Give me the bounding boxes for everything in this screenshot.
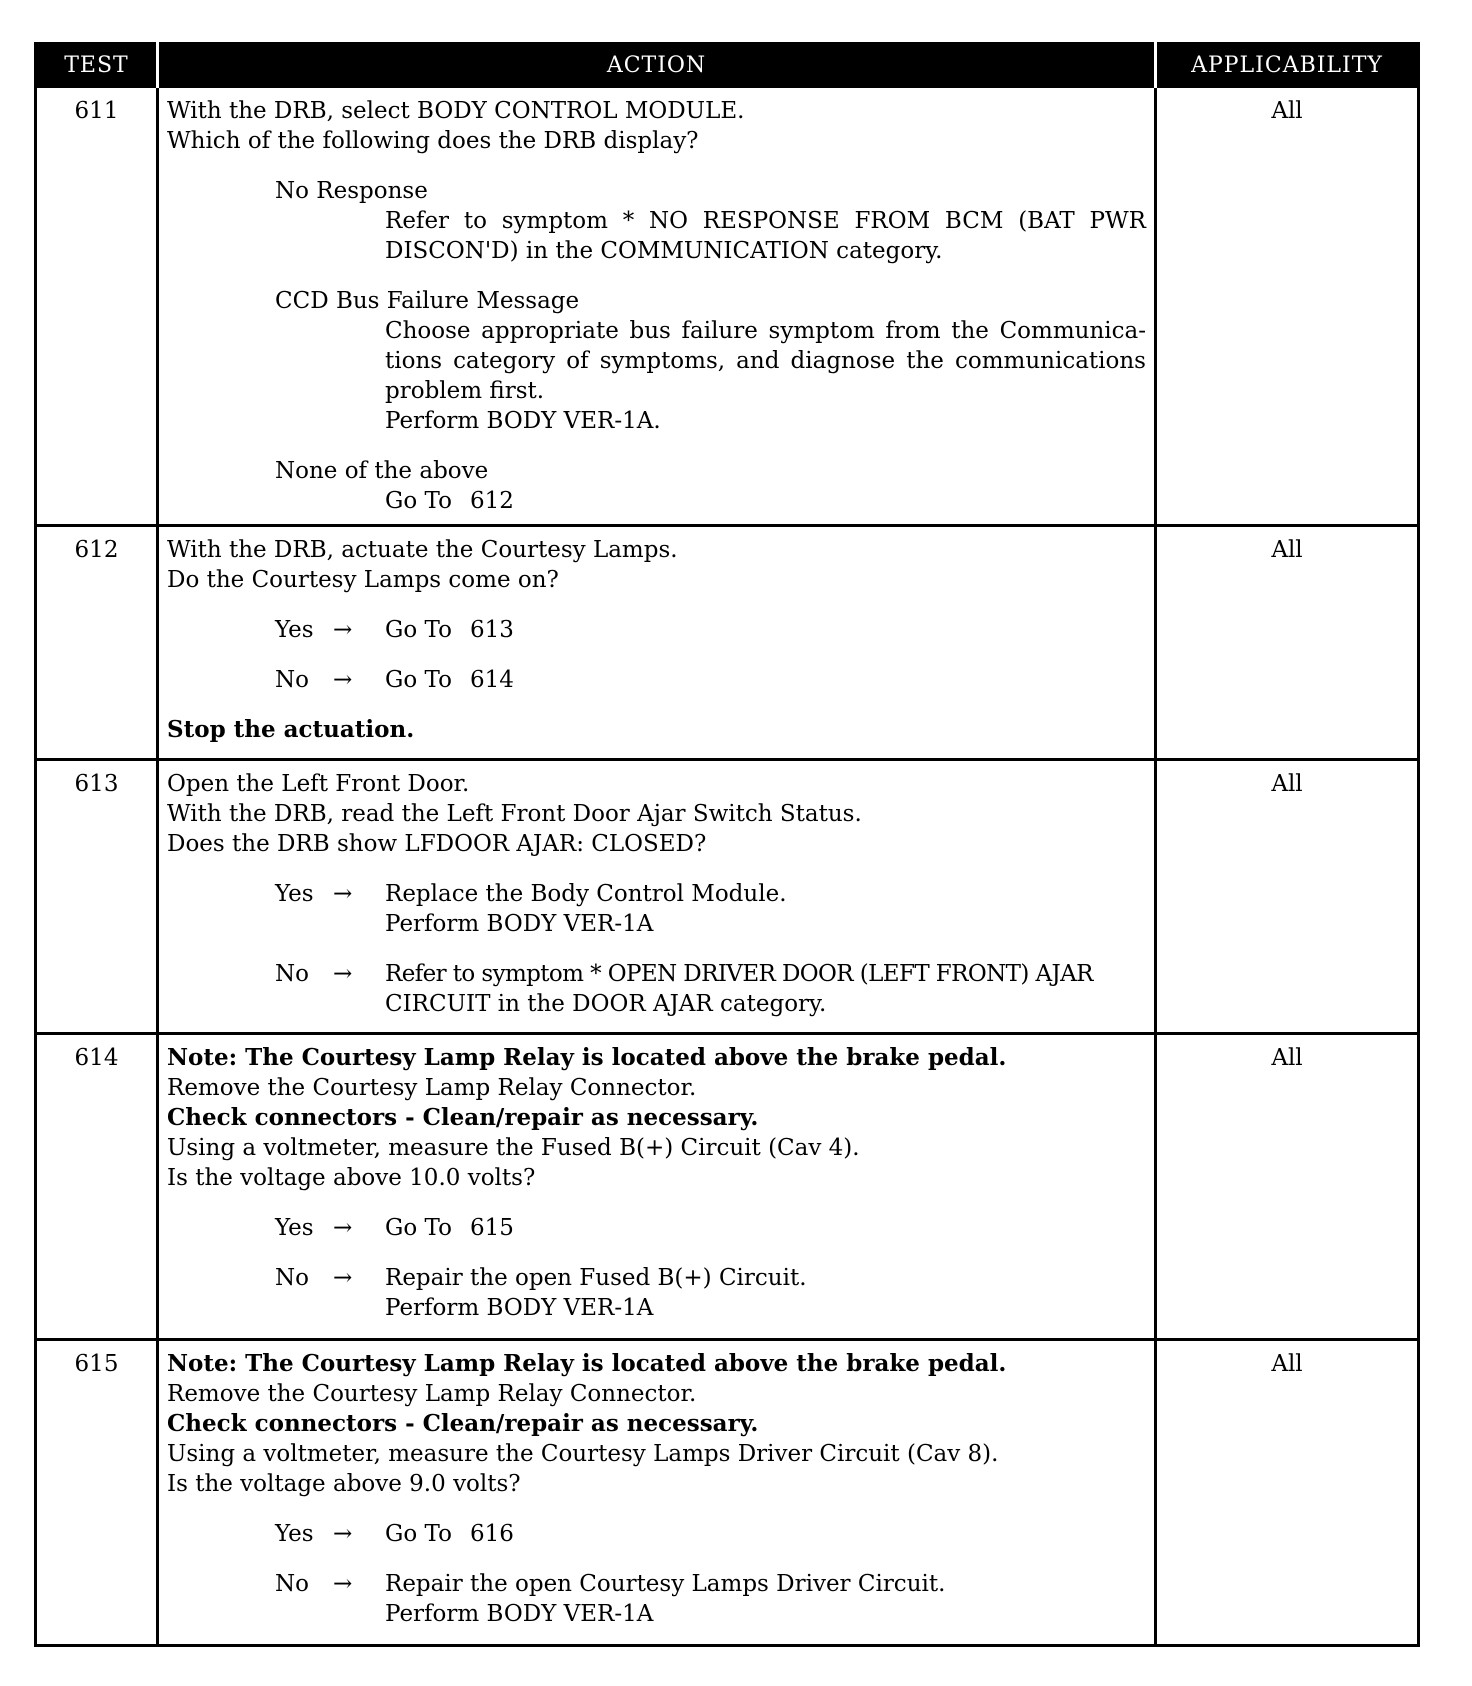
option-goto: [385, 486, 1146, 516]
action-cell: [158, 526, 1156, 760]
branch-text: [385, 879, 1146, 939]
option-text: [385, 206, 1146, 266]
option-text-line: Choose appropriate bus failure symptom from the Communica-: [385, 318, 1146, 344]
yes-branch: [275, 615, 1146, 645]
test-number: 615: [36, 1340, 158, 1646]
note-line: Note: The Courtesy Lamp Relay is located above the brake pedal.: [167, 1044, 1007, 1071]
no-branch: [275, 959, 1146, 1019]
option-label: CCD Bus Failure Message: [275, 288, 580, 314]
branch-text-line: Perform BODY VER-1A: [385, 1601, 654, 1627]
action-line: Which of the following does the DRB display?: [167, 128, 699, 154]
applicability-value: All: [1156, 760, 1419, 1034]
action-line: Does the DRB show LFDOOR AJAR: CLOSED?: [167, 831, 707, 857]
action-cell: [158, 1034, 1156, 1340]
option-text-line: Perform BODY VER-1A.: [385, 408, 661, 434]
no-branch: [275, 1569, 1146, 1629]
branch-text: [385, 959, 1146, 1019]
action-line: Using a voltmeter, measure the Courtesy Lamps Driver Circuit (Cav 8).: [167, 1441, 999, 1467]
applicability-value: All: [1156, 1034, 1419, 1340]
action-cell: [158, 760, 1156, 1034]
goto-number: 616: [469, 1521, 514, 1547]
goto-text: Go To: [385, 1215, 452, 1241]
action-footer: Stop the actuation.: [167, 716, 415, 743]
arrow-icon: →: [333, 617, 353, 643]
table-row-612: [36, 526, 1419, 760]
option-text: [385, 316, 1146, 436]
branch-text-line: CIRCUIT in the DOOR AJAR category.: [385, 991, 827, 1017]
goto-text: Go To: [385, 617, 452, 643]
goto-text: Go To: [385, 488, 452, 514]
table-row-614: [36, 1034, 1419, 1340]
header-action: ACTION: [158, 44, 1156, 87]
arrow-icon: →: [333, 961, 353, 987]
note-line: Note: The Courtesy Lamp Relay is located above the brake pedal.: [167, 1350, 1007, 1377]
option-label: None of the above: [275, 458, 489, 484]
goto-text: Go To: [385, 667, 452, 693]
action-line: Is the voltage above 10.0 volts?: [167, 1165, 536, 1191]
branch-text-line: Repair the open Courtesy Lamps Driver Circuit.: [385, 1571, 946, 1597]
test-number: 613: [36, 760, 158, 1034]
option-text-line: tions category of symptoms, and diagnose the communications: [385, 348, 1146, 374]
test-number: 614: [36, 1034, 158, 1340]
applicability-value: All: [1156, 1340, 1419, 1646]
action-line: Remove the Courtesy Lamp Relay Connector.: [167, 1381, 697, 1407]
branch-text-line: Repair the open Fused B(+) Circuit.: [385, 1265, 807, 1291]
table-row-613: [36, 760, 1419, 1034]
no-label: No: [275, 961, 309, 987]
goto-text: Go To: [385, 1521, 452, 1547]
arrow-icon: →: [333, 1521, 353, 1547]
goto-number: 614: [469, 667, 514, 693]
check-line: Check connectors - Clean/repair as necessary.: [167, 1410, 759, 1437]
arrow-icon: →: [333, 667, 353, 693]
branch-text: [385, 1213, 1146, 1243]
header-test: TEST: [36, 44, 158, 87]
goto-number: 612: [469, 488, 514, 514]
option-text-line: Refer to symptom * NO RESPONSE FROM BCM (BAT PWR: [385, 208, 1146, 234]
goto-number: 615: [469, 1215, 514, 1241]
goto-number: 613: [469, 617, 514, 643]
action-line: With the DRB, select BODY CONTROL MODULE.: [167, 98, 745, 124]
arrow-icon: →: [333, 1215, 353, 1241]
action-line: Remove the Courtesy Lamp Relay Connector.: [167, 1075, 697, 1101]
arrow-icon: →: [333, 1265, 353, 1291]
diagnostic-test-table: [34, 42, 1420, 1647]
table-header-row: [36, 44, 1419, 87]
applicability-value: All: [1156, 526, 1419, 760]
action-line: Using a voltmeter, measure the Fused B(+) Circuit (Cav 4).: [167, 1135, 860, 1161]
branch-text-line: Perform BODY VER-1A: [385, 1295, 654, 1321]
arrow-icon: →: [333, 1571, 353, 1597]
no-label: No: [275, 1571, 309, 1597]
test-number: 612: [36, 526, 158, 760]
branch-text: [385, 665, 1146, 695]
yes-branch: [275, 1213, 1146, 1243]
branch-text: [385, 1519, 1146, 1549]
option-text-line: problem first.: [385, 378, 545, 404]
table-row-615: [36, 1340, 1419, 1646]
test-number: 611: [36, 87, 158, 526]
no-label: No: [275, 1265, 309, 1291]
yes-label: Yes: [275, 1521, 314, 1547]
branch-text: [385, 1569, 1146, 1629]
arrow-icon: →: [333, 881, 353, 907]
no-label: No: [275, 667, 309, 693]
action-line: Do the Courtesy Lamps come on?: [167, 567, 559, 593]
check-line: Check connectors - Clean/repair as necessary.: [167, 1104, 759, 1131]
action-line: With the DRB, actuate the Courtesy Lamps.: [167, 537, 678, 563]
action-line: With the DRB, read the Left Front Door Ajar Switch Status.: [167, 801, 862, 827]
no-branch: [275, 665, 1146, 695]
action-cell: [158, 1340, 1156, 1646]
option-text-line: DISCON'D) in the COMMUNICATION category.: [385, 238, 943, 264]
yes-branch: [275, 1519, 1146, 1549]
applicability-value: All: [1156, 87, 1419, 526]
table-row-611: [36, 87, 1419, 526]
branch-text-line: Replace the Body Control Module.: [385, 881, 787, 907]
branch-text: [385, 615, 1146, 645]
yes-branch: [275, 879, 1146, 939]
yes-label: Yes: [275, 1215, 314, 1241]
branch-text-line: Refer to symptom * OPEN DRIVER DOOR (LEFT FRONT) AJAR: [385, 961, 1093, 987]
option-label: No Response: [275, 178, 428, 204]
action-cell: [158, 87, 1156, 526]
yes-label: Yes: [275, 881, 314, 907]
branch-text-line: Perform BODY VER-1A: [385, 911, 654, 937]
action-line: Is the voltage above 9.0 volts?: [167, 1471, 521, 1497]
no-branch: [275, 1263, 1146, 1323]
action-line: Open the Left Front Door.: [167, 771, 470, 797]
branch-text: [385, 1263, 1146, 1323]
yes-label: Yes: [275, 617, 314, 643]
header-applicability: APPLICABILITY: [1156, 44, 1419, 87]
